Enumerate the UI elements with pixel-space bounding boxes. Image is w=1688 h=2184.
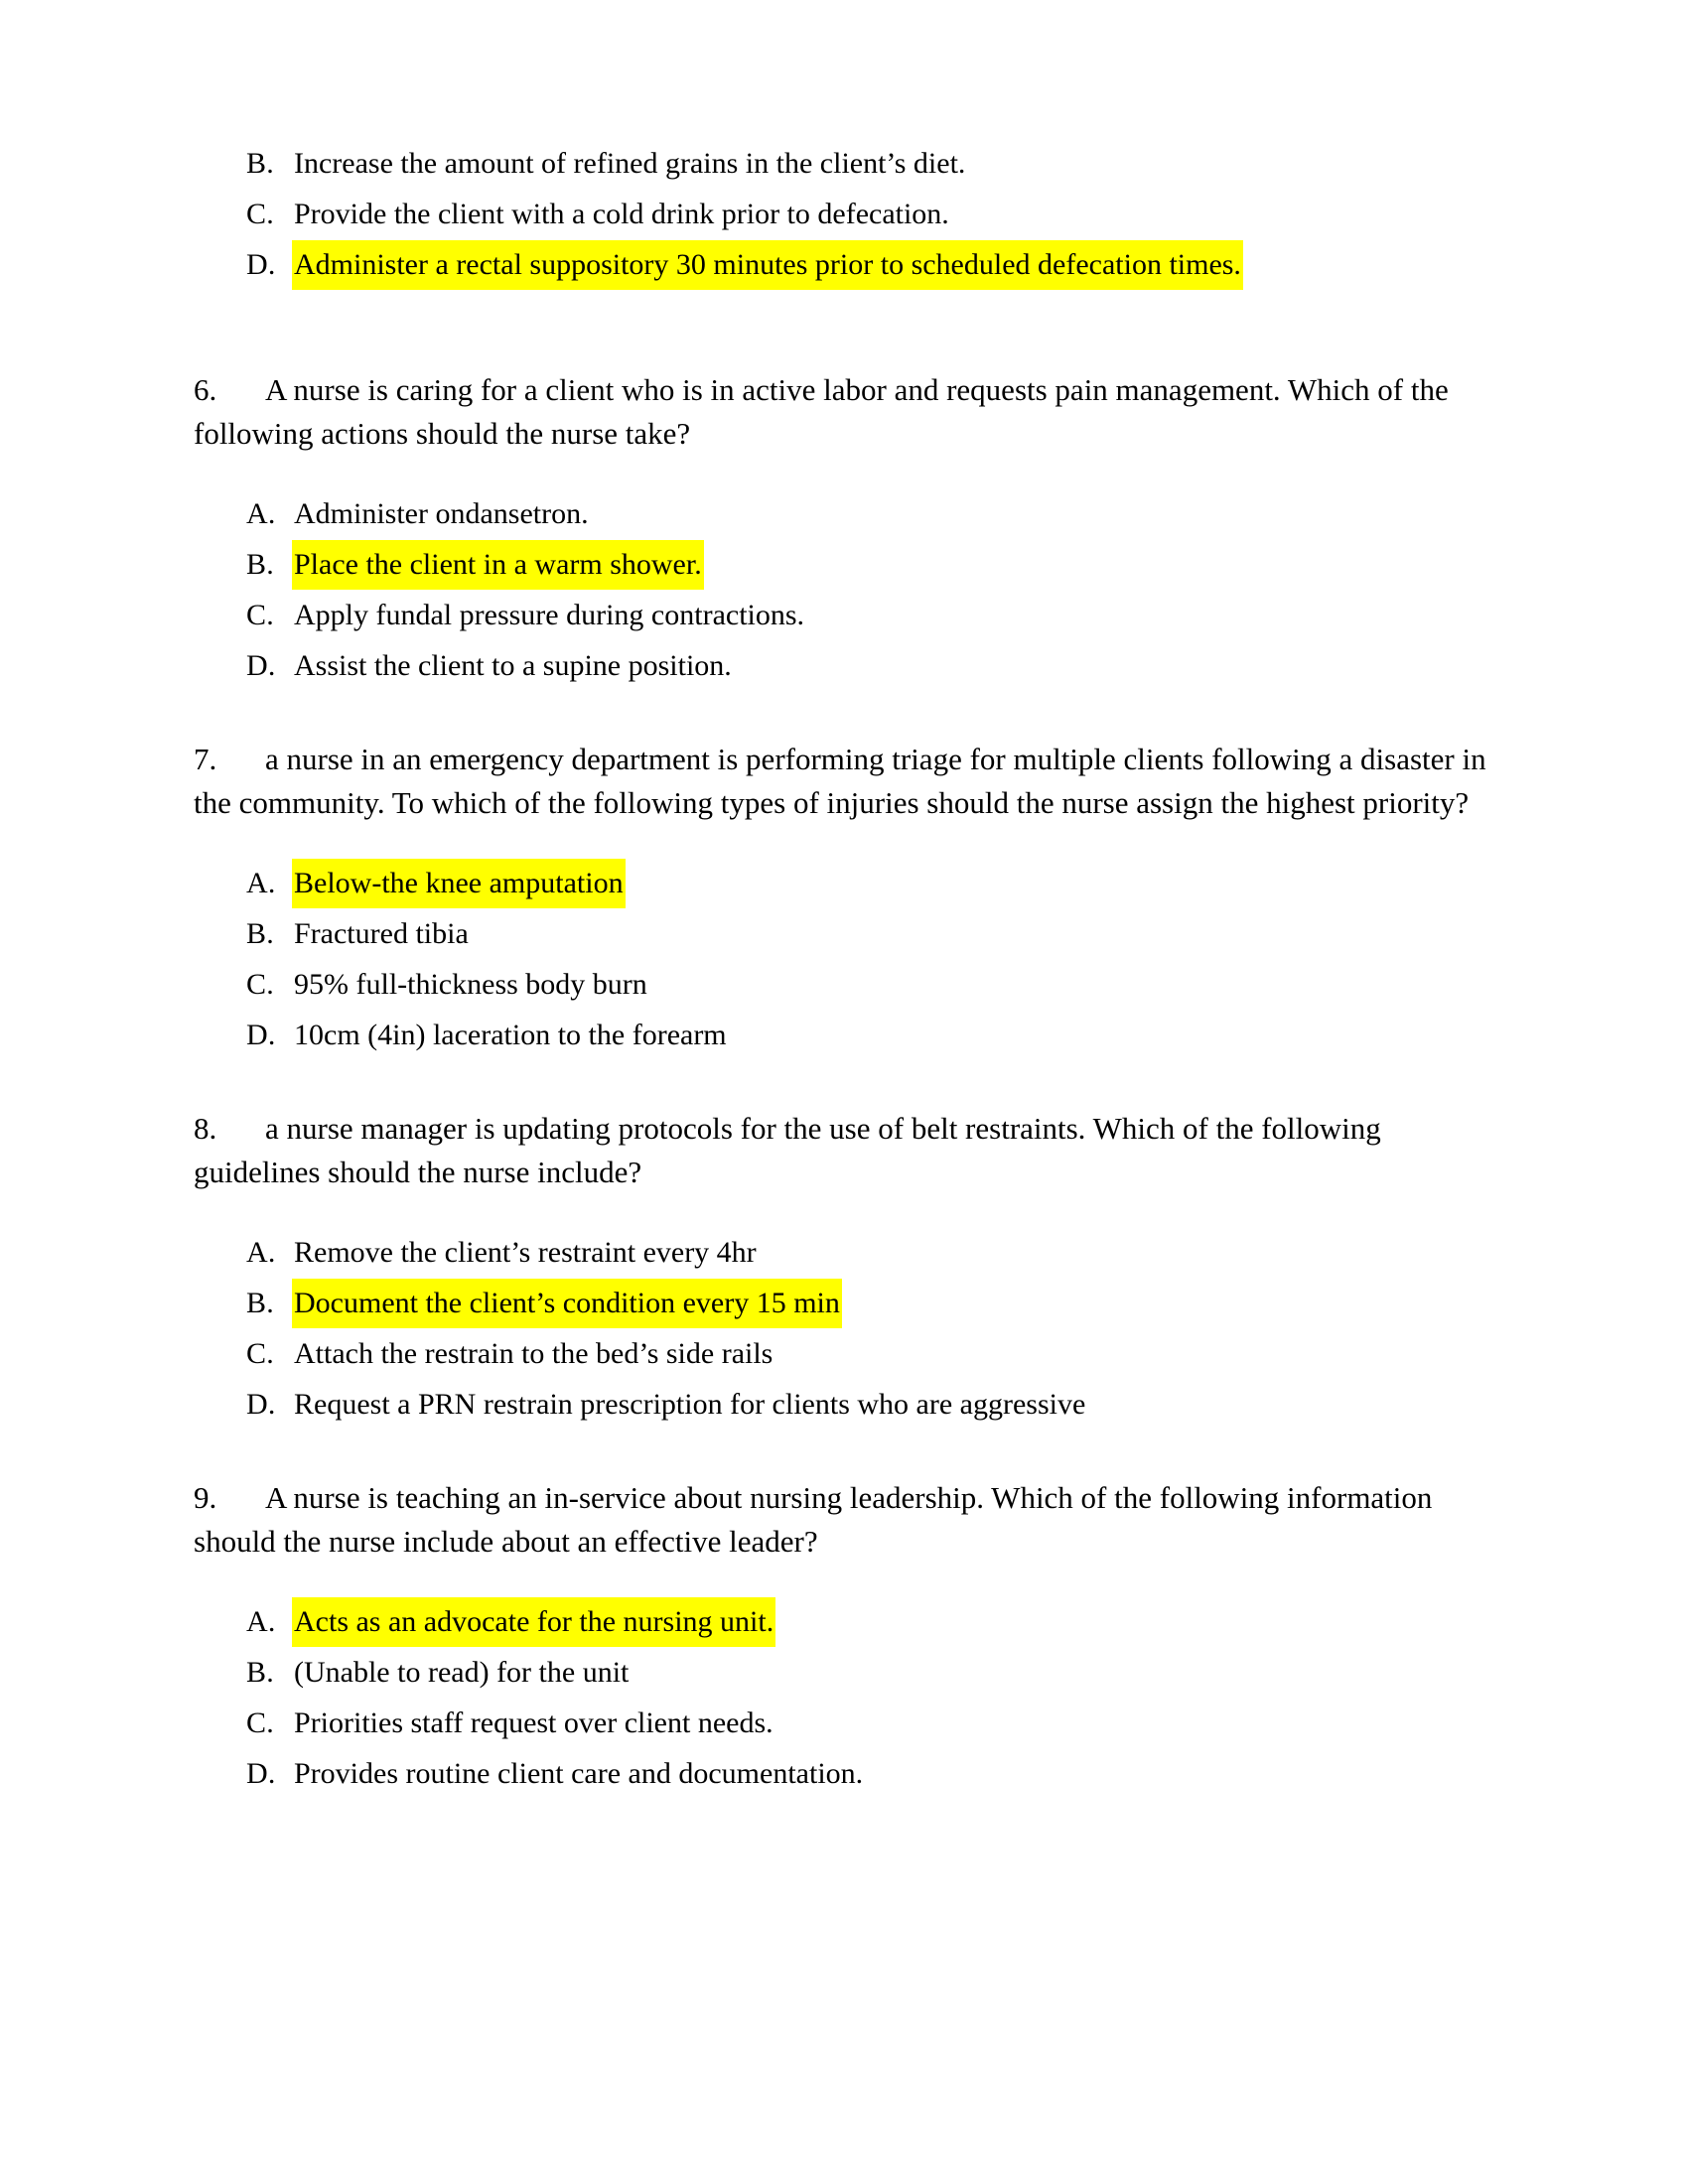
- answer-option[interactable]: [194, 1279, 1494, 1328]
- option-text: Fractured tibia: [294, 917, 469, 950]
- option-letter: B.: [246, 1656, 274, 1689]
- option-text: Administer ondansetron.: [294, 497, 589, 530]
- option-text: Provide the client with a cold drink prior to defecation.: [294, 198, 949, 230]
- option-text: Priorities staff request over client needs.: [294, 1706, 774, 1739]
- question-block: [194, 368, 1494, 738]
- questions-list: [194, 368, 1494, 1799]
- stem-options-spacer: [194, 1564, 1494, 1597]
- question-stem-text: a nurse in an emergency department is performing triage for multiple clients following a disaster in the community. To which of the following types of injuries should the nurse assign the highest priority?: [194, 742, 1486, 820]
- option-letter: D.: [246, 1757, 276, 1790]
- question-stem: [194, 1476, 1494, 1564]
- question-block: [194, 1476, 1494, 1799]
- option-letter: D.: [246, 649, 276, 682]
- option-text-highlighted: Place the client in a warm shower.: [292, 540, 704, 590]
- question-number: 6.: [194, 372, 217, 407]
- section-spacer: [194, 291, 1494, 368]
- question-5-trailing-options: [194, 139, 1494, 290]
- question-spacer: [194, 692, 1494, 738]
- option-text: Provides routine client care and documentation.: [294, 1757, 864, 1790]
- option-text: Remove the client’s restraint every 4hr: [294, 1236, 757, 1269]
- question-number: 7.: [194, 742, 217, 776]
- stem-options-spacer: [194, 1194, 1494, 1228]
- option-letter: A.: [246, 1236, 276, 1269]
- question-stem-text: A nurse is teaching an in-service about nursing leadership. Which of the following information should the nurse include about an effective leader?: [194, 1480, 1433, 1559]
- question-spacer: [194, 1061, 1494, 1107]
- option-letter: A.: [246, 497, 276, 530]
- stem-options-spacer: [194, 456, 1494, 489]
- answer-option[interactable]: [194, 641, 1494, 691]
- answer-option[interactable]: [194, 1699, 1494, 1748]
- option-text: 10cm (4in) laceration to the forearm: [294, 1019, 727, 1051]
- answer-options-list: [194, 859, 1494, 1060]
- question-spacer: [194, 1431, 1494, 1476]
- question-stem: [194, 1107, 1494, 1194]
- answer-option[interactable]: [194, 1749, 1494, 1799]
- stem-options-spacer: [194, 825, 1494, 859]
- answer-option[interactable]: [194, 1597, 1494, 1647]
- option-letter: C.: [246, 1706, 274, 1739]
- option-letter: B.: [246, 917, 274, 950]
- option-letter: D.: [246, 248, 276, 281]
- answer-options-list: [194, 1228, 1494, 1430]
- option-letter: A.: [246, 867, 276, 899]
- question-stem-text: A nurse is caring for a client who is in active labor and requests pain management. Which of the following actions should the nurse take?: [194, 372, 1449, 451]
- question-stem: [194, 738, 1494, 825]
- question-stem-text: a nurse manager is updating protocols for the use of belt restraints. Which of the following guidelines should the nurse include?: [194, 1111, 1381, 1189]
- answer-option[interactable]: [194, 1011, 1494, 1060]
- option-text: Apply fundal pressure during contractions.: [294, 599, 805, 631]
- option-letter: C.: [246, 968, 274, 1001]
- option-letter: C.: [246, 198, 274, 230]
- option-letter: B.: [246, 548, 274, 581]
- answer-option[interactable]: [194, 859, 1494, 908]
- option-letter: D.: [246, 1019, 276, 1051]
- option-text-highlighted: Administer a rectal suppository 30 minutes prior to scheduled defecation times.: [292, 240, 1243, 290]
- question-block: [194, 1107, 1494, 1476]
- answer-option[interactable]: [194, 1329, 1494, 1379]
- document-content: [194, 139, 1494, 1799]
- option-text: 95% full-thickness body burn: [294, 968, 647, 1001]
- question-number: 9.: [194, 1480, 217, 1515]
- option-text-highlighted: Acts as an advocate for the nursing unit.: [292, 1597, 775, 1647]
- option-text: Attach the restrain to the bed’s side rails: [294, 1337, 774, 1370]
- option-letter: C.: [246, 1337, 274, 1370]
- answer-options-list: [194, 489, 1494, 691]
- option-text: Assist the client to a supine position.: [294, 649, 732, 682]
- answer-option[interactable]: [194, 1380, 1494, 1430]
- option-text-highlighted: Below-the knee amputation: [292, 859, 626, 908]
- option-text: Increase the amount of refined grains in the client’s diet.: [294, 147, 966, 180]
- option-letter: B.: [246, 147, 274, 180]
- answer-options-list: [194, 1597, 1494, 1799]
- answer-option[interactable]: [194, 1648, 1494, 1698]
- option-text: (Unable to read) for the unit: [294, 1656, 630, 1689]
- answer-option[interactable]: [194, 489, 1494, 539]
- answer-option[interactable]: [194, 960, 1494, 1010]
- option-text: Request a PRN restrain prescription for clients who are aggressive: [294, 1388, 1086, 1421]
- answer-option[interactable]: [194, 909, 1494, 959]
- option-letter: D.: [246, 1388, 276, 1421]
- answer-option[interactable]: [194, 540, 1494, 590]
- question-number: 8.: [194, 1111, 217, 1146]
- answer-option[interactable]: [194, 591, 1494, 640]
- option-letter: A.: [246, 1605, 276, 1638]
- answer-option[interactable]: [194, 1228, 1494, 1278]
- option-letter: C.: [246, 599, 274, 631]
- answer-option[interactable]: [194, 190, 1494, 239]
- option-text-highlighted: Document the client’s condition every 15 min: [292, 1279, 842, 1328]
- answer-option[interactable]: [194, 240, 1494, 290]
- question-stem: [194, 368, 1494, 456]
- question-block: [194, 738, 1494, 1107]
- answer-option[interactable]: [194, 139, 1494, 189]
- option-letter: B.: [246, 1287, 274, 1319]
